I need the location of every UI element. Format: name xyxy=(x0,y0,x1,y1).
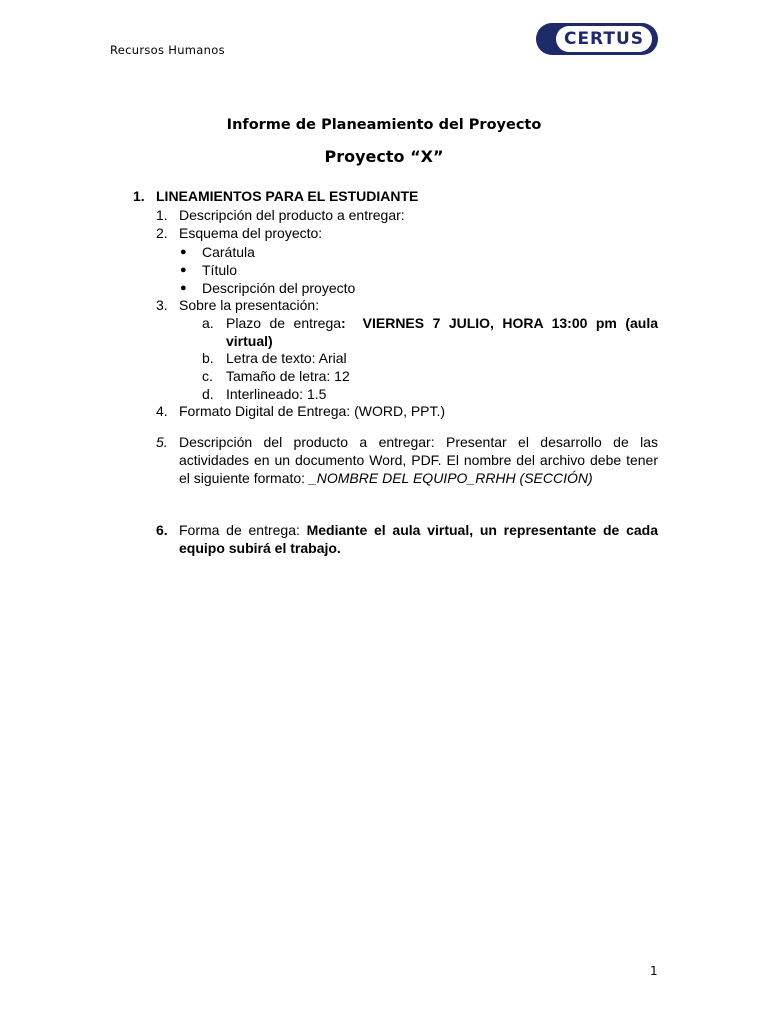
header-department: Recursos Humanos xyxy=(110,43,225,57)
sub-d-letter: d. xyxy=(202,386,214,402)
sub-c-text: Tamaño de letra: 12 xyxy=(226,368,350,384)
sub-a-text xyxy=(226,314,658,350)
item-5-body: Descripción del producto a entregar: Presentar el desarrollo de las actividades en un documento Word, PDF. El nombre del archivo debe tener el siguiente formato: xyxy=(179,434,658,486)
document-title: Informe de Planeamiento del Proyecto xyxy=(226,117,542,133)
item-1-text: Descripción del producto a entregar: xyxy=(179,207,405,223)
item-2-number: 2. xyxy=(156,225,168,241)
item-6-number: 6. xyxy=(156,522,168,538)
item-4-text: Formato Digital de Entrega: (WORD, PPT.) xyxy=(179,403,446,419)
sub-c-letter: c. xyxy=(202,368,213,384)
logo-text: CERTUS xyxy=(563,29,645,49)
item-5-text xyxy=(179,433,658,487)
item-5-format: _NOMBRE DEL EQUIPO_RRHH (SECCIÓN) xyxy=(308,470,593,486)
sub-a-deadline: VIERNES 7 JULIO, HORA 13:00 pm (aula virtual) xyxy=(226,315,659,349)
sub-d-text: Interlineado: 1.5 xyxy=(226,386,327,402)
page-number: 1 xyxy=(650,964,658,978)
certus-logo xyxy=(536,23,658,55)
sub-b-letter: b. xyxy=(202,350,214,366)
sub-a-colon: : xyxy=(341,315,346,331)
item-4-number: 4. xyxy=(156,403,168,419)
item-6-text xyxy=(179,521,658,557)
item-2-text: Esquema del proyecto: xyxy=(179,225,323,241)
sub-a-letter: a. xyxy=(202,315,214,331)
item-3-number: 3. xyxy=(156,297,168,313)
bullet-icon: ● xyxy=(180,264,187,276)
bullet-icon: ● xyxy=(180,246,187,258)
item-3-text: Sobre la presentación: xyxy=(179,297,320,313)
bullet-item: Descripción del proyecto xyxy=(202,280,356,296)
document-subtitle: Proyecto “X” xyxy=(324,147,444,166)
bullet-icon: ● xyxy=(180,282,187,294)
item-1-number: 1. xyxy=(156,207,168,223)
bullet-item: Título xyxy=(202,262,238,278)
item-6-method: Mediante el aula virtual, un representante de cada equipo subirá el trabajo. xyxy=(179,522,658,556)
item-6-body: Forma de entrega: xyxy=(179,522,307,538)
section-number: 1. xyxy=(133,188,145,204)
section-heading: LINEAMIENTOS PARA EL ESTUDIANTE xyxy=(156,188,419,204)
sub-a-prefix: Plazo de entrega xyxy=(226,315,342,331)
sub-b-text: Letra de texto: Arial xyxy=(226,350,347,366)
bullet-item: Carátula xyxy=(202,244,255,260)
item-5-number: 5. xyxy=(156,434,168,450)
logo-inner xyxy=(556,26,652,52)
